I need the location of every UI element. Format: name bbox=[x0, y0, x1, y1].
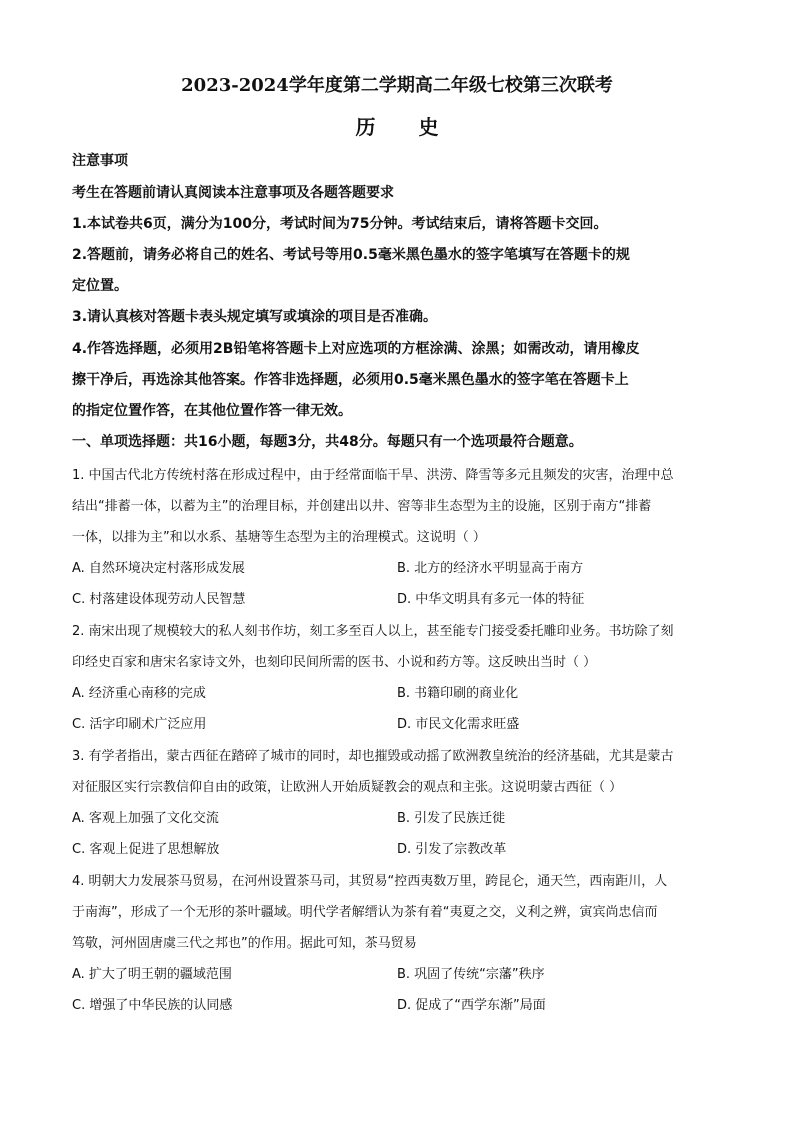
notice-item-3: 3.请认真核对答题卡表头规定填写或填涂的项目是否准确。 bbox=[72, 309, 438, 325]
question-1-option-c: C. 村落建设体现劳动人民智慧 bbox=[72, 592, 246, 607]
question-4-option-d: D. 促成了“西学东渐”局面 bbox=[397, 998, 546, 1013]
question-2-line-1: 2. 南宋出现了规模较大的私人刻书作坊，刻工多至百人以上，甚至能专门接受委托雕印业务。书坊除了刻 bbox=[72, 624, 674, 639]
notice-heading: 注意事项 bbox=[72, 153, 128, 169]
question-4-option-b: B. 巩固了传统“宗藩”秩序 bbox=[397, 967, 545, 982]
notice-item-4-line-1: 4.作答选择题，必须用2B铅笔将答题卡上对应选项的方框涂满、涂黑；如需改动，请用橡皮 bbox=[72, 341, 640, 357]
notice-item-1: 1.本试卷共6页，满分为100分，考试时间为75分钟。考试结束后，请将答题卡交回。 bbox=[72, 216, 608, 232]
question-1-line-1: 1. 中国古代北方传统村落在形成过程中，由于经常面临干旱、洪涝、降雪等多元且频发的灾害，治理中总 bbox=[72, 468, 674, 483]
question-3-line-1: 3. 有学者指出，蒙古西征在踏碎了城市的同时，却也摧毁或动摇了欧洲教皇统治的经济基础，尤其是蒙古 bbox=[72, 749, 674, 764]
question-1-option-d: D. 中华文明具有多元一体的特征 bbox=[397, 592, 585, 607]
exam-title: 2023-2024学年度第二学期高二年级七校第三次联考 bbox=[181, 75, 613, 96]
question-1-option-a: A. 自然环境决定村落形成发展 bbox=[72, 561, 245, 576]
question-4-option-a: A. 扩大了明王朝的疆域范围 bbox=[72, 967, 232, 982]
subject-title: 历 史 bbox=[355, 115, 457, 139]
question-3-option-a: A. 客观上加强了文化交流 bbox=[72, 811, 219, 826]
notice-item-4-line-2: 擦干净后，再选涂其他答案。作答非选择题，必须用0.5毫米黑色墨水的签字笔在答题卡上 bbox=[72, 372, 629, 388]
question-1-line-2: 结出“排蓄一体，以蓄为主”的治理目标，并创建出以井、窖等非生态型为主的设施，区别于南方“排蓄 bbox=[72, 499, 652, 514]
question-2-option-c: C. 活字印刷术广泛应用 bbox=[72, 717, 207, 732]
question-2-option-a: A. 经济重心南移的完成 bbox=[72, 686, 206, 701]
section-heading: 一、单项选择题：共16小题，每题3分，共48分。每题只有一个选项最符合题意。 bbox=[72, 434, 583, 450]
question-2-option-b: B. 书籍印刷的商业化 bbox=[397, 686, 519, 701]
question-4-line-1: 4. 明朝大力发展茶马贸易，在河州设置茶马司，其贸易“控西夷数万里，跨昆仑，通天竺，西南距川，人 bbox=[72, 874, 668, 889]
question-4-line-3: 笃敬，河州固唐虞三代之邦也”的作用。据此可知，茶马贸易 bbox=[72, 936, 417, 951]
question-4-option-c: C. 增强了中华民族的认同感 bbox=[72, 998, 233, 1013]
question-2-line-2: 印经史百家和唐宋名家诗文外，也刻印民间所需的医书、小说和药方等。这反映出当时（ ） bbox=[72, 655, 597, 670]
question-3-option-c: C. 客观上促进了思想解放 bbox=[72, 842, 220, 857]
notice-item-4-line-3: 的指定位置作答，在其他位置作答一律无效。 bbox=[72, 403, 352, 419]
question-1-option-b: B. 北方的经济水平明显高于南方 bbox=[397, 561, 584, 576]
question-1-line-3: 一体，以排为主”和以水系、基塘等生态型为主的治理模式。这说明（ ） bbox=[72, 530, 486, 545]
question-4-line-2: 于南海”，形成了一个无形的茶叶疆域。明代学者解缙认为茶有着“夷夏之交，义利之辨，寅宾尚忠信而 bbox=[72, 905, 658, 920]
question-3-option-d: D. 引发了宗教改革 bbox=[397, 842, 507, 857]
notice-item-2-line-1: 2.答题前，请务必将自己的姓名、考试号等用0.5毫米黑色墨水的签字笔填写在答题卡的规 bbox=[72, 247, 630, 263]
question-3-line-2: 对征服区实行宗教信仰自由的政策，让欧洲人开始质疑教会的观点和主张。这说明蒙古西征（ ） bbox=[72, 780, 623, 795]
question-3-option-b: B. 引发了民族迁徙 bbox=[397, 811, 506, 826]
notice-intro: 考生在答题前请认真阅读本注意事项及各题答题要求 bbox=[72, 185, 394, 201]
notice-item-2-line-2: 定位置。 bbox=[72, 278, 128, 294]
question-2-option-d: D. 市民文化需求旺盛 bbox=[397, 717, 520, 732]
